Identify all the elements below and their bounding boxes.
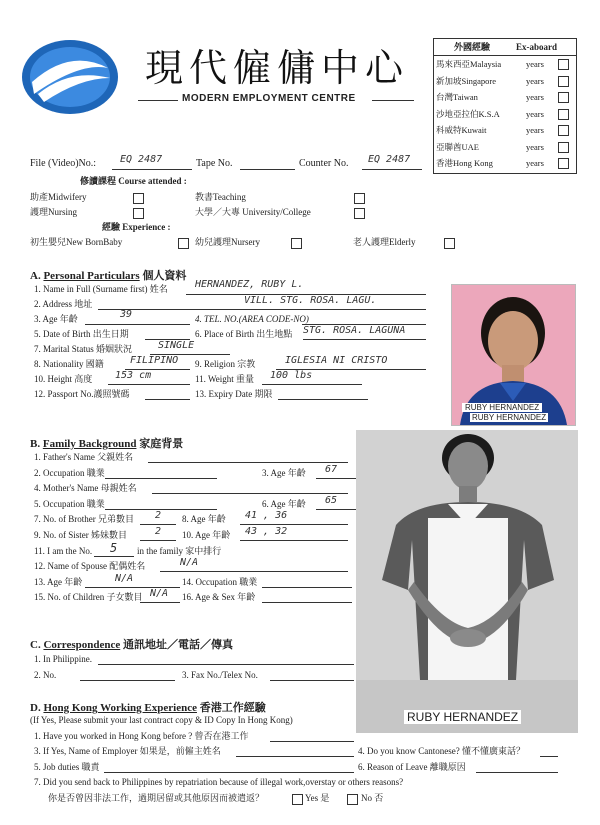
fullbody-caption: RUBY HERNANDEZ <box>404 710 521 724</box>
a-age-value: 39 <box>120 309 133 320</box>
repatriation-no-checkbox[interactable] <box>347 794 358 805</box>
exaboard-row <box>434 73 576 89</box>
a-height-label: 10. Height 高度 <box>34 374 93 384</box>
portrait-caption: RUBY HERNANDEZ <box>462 403 542 412</box>
exaboard-country-label: 亞聯酋UAE <box>436 141 479 152</box>
b-spouse-age-label: 13. Age 年齡 <box>34 577 83 587</box>
exaboard-country-label: 新加坡Singapore <box>436 75 496 86</box>
c-philippine-label: 1. In Philippine. <box>34 654 92 664</box>
exaboard-checkbox[interactable] <box>558 158 569 169</box>
b-children-value: N/A <box>150 588 169 599</box>
b-children-agesex-label: 16. Age & Sex 年齡 <box>182 592 256 602</box>
experience-elderly: 老人護理Elderly <box>353 237 416 247</box>
a-tel-label: 4. TEL. NO.(AREA CODE-NO) <box>195 314 309 324</box>
exaboard-title-en: Ex-aboard <box>516 42 558 52</box>
repatriation-yes-checkbox[interactable] <box>292 794 303 805</box>
a-pob-label: 6. Place of Birth 出生地點 <box>195 329 293 339</box>
b-rank-value: 5 <box>110 541 118 555</box>
d-cantonese-label: 4. Do you know Cantonese? 懂不懂廣東話？ <box>358 746 525 756</box>
a-weight-label: 11. Weight 重量 <box>195 374 255 384</box>
b-spouse-value: N/A <box>180 557 199 568</box>
a-pob-value: STG. ROSA. LAGUNA <box>303 325 406 336</box>
repatriation-no-label: No 否 <box>361 793 384 803</box>
b-age-father-label: 3. Age 年齡 <box>262 468 306 478</box>
d-worked-hk-label: 1. Have you worked in Hong Kong before ? 曾否在港工作 <box>34 731 249 741</box>
a-name-value: HERNANDEZ, RUBY L. <box>195 279 304 290</box>
d-repatriation-label: 7. Did you send back to Philippines by repatriation because of illegal work,overstay or others reasons? <box>34 777 404 787</box>
a-name-label: 1. Name in Full (Surname first) 姓名 <box>34 284 168 294</box>
exaboard-row <box>434 122 576 138</box>
c-fax-label: 3. Fax No./Telex No. <box>182 670 258 680</box>
b-occupation-2-label: 5. Occupation 職業 <box>34 499 105 509</box>
b-brothers-value: 2 <box>155 510 162 521</box>
course-nursing: 護理Nursing <box>30 207 77 217</box>
b-age-father-value: 67 <box>325 464 338 475</box>
applicant-fullbody-photo <box>356 430 578 733</box>
newborn-checkbox[interactable] <box>178 238 189 249</box>
a-marital-value: SINGLE <box>158 340 195 351</box>
c-no-label: 2. No. <box>34 670 57 680</box>
a-weight-value: 100 lbs <box>270 370 313 381</box>
midwifery-checkbox[interactable] <box>133 193 144 204</box>
a-dob-label: 5. Date of Birth 出生日期 <box>34 329 129 339</box>
company-name-english: MODERN EMPLOYMENT CENTRE <box>182 93 356 104</box>
exaboard-country-label: 台灣Taiwan <box>436 92 478 102</box>
exaboard-years-label: years <box>526 108 544 119</box>
a-height-value: 153 cm <box>115 370 152 381</box>
exaboard-country-label: 科威特Kuwait <box>436 125 487 135</box>
a-age-label: 3. Age 年齡 <box>34 314 78 324</box>
b-spouse-occupation-label: 14. Occupation 職業 <box>182 577 258 587</box>
b-brothers-age-value: 41 , 36 <box>245 510 288 521</box>
file-no-label: File (Video)No.: <box>30 158 97 169</box>
exaboard-row <box>434 155 576 171</box>
nursery-checkbox[interactable] <box>291 238 302 249</box>
company-name-chinese: 現代僱傭中心 <box>145 46 410 90</box>
exaboard-years-label: years <box>526 158 544 168</box>
a-expiry-label: 13. Expiry Date 期限 <box>195 389 273 399</box>
b-occupation-1-label: 2. Occupation 職業 <box>34 468 105 478</box>
section-d-title: D. Hong Kong Working Experience 香港工作經驗 <box>30 702 266 714</box>
exaboard-checkbox[interactable] <box>558 76 569 87</box>
course-university: 大學／大專 University/College <box>195 207 311 217</box>
counter-no-value: EQ 2487 <box>368 154 411 165</box>
repatriation-yes-label: Yes 是 <box>305 793 330 803</box>
exaboard-row <box>434 89 576 105</box>
d-repatriation-cn: 你是否曾因非法工作，過期居留或其他原因而被遣返？ <box>48 793 265 803</box>
exaboard-years-label: years <box>526 141 544 152</box>
exaboard-checkbox[interactable] <box>558 92 569 103</box>
a-address-value: VILL. STG. ROSA. LAGU. <box>244 295 377 306</box>
experience-title: 經驗 Experience : <box>102 222 171 232</box>
section-b-title: B. Family Background 家庭背景 <box>30 438 184 450</box>
exaboard-years-label: years <box>526 125 544 135</box>
university-checkbox[interactable] <box>354 208 365 219</box>
a-address-label: 2. Address 地址 <box>34 299 93 309</box>
b-sisters-age-label: 10. Age 年齡 <box>182 530 231 540</box>
a-nationality-value: FILIPINO <box>130 355 179 366</box>
exaboard-checkbox[interactable] <box>558 142 569 153</box>
exaboard-box <box>433 38 577 174</box>
course-midwifery: 助產Midwifery <box>30 192 87 202</box>
b-mother-label: 4. Mother's Name 母親姓名 <box>34 483 137 493</box>
b-father-label: 1. Father's Name 父親姓名 <box>34 452 134 462</box>
exaboard-country-label: 馬來西亞Malaysia <box>436 59 502 69</box>
tape-no-label: Tape No. <box>196 158 233 169</box>
b-children-label: 15. No. of Children 子女數目 <box>34 592 143 602</box>
exaboard-country-label: 香港Hong Kong <box>436 158 493 168</box>
exaboard-years-label: years <box>526 75 544 86</box>
a-religion-label: 9. Religion 宗教 <box>195 359 256 369</box>
teaching-checkbox[interactable] <box>354 193 365 204</box>
applicant-portrait-photo <box>451 284 576 426</box>
exaboard-title-cn: 外國經驗 <box>454 42 491 52</box>
nursing-checkbox[interactable] <box>133 208 144 219</box>
experience-nursery: 幼兒護理Nursery <box>195 237 260 247</box>
course-title: 修讀課程 Course attended : <box>80 176 187 186</box>
exaboard-row <box>434 56 576 72</box>
a-religion-value: IGLESIA NI CRISTO <box>285 355 388 366</box>
company-logo <box>20 38 120 116</box>
exaboard-checkbox[interactable] <box>558 59 569 70</box>
b-age-mother-label: 6. Age 年齡 <box>262 499 306 509</box>
b-rank-suffix: in the family 家中排行 <box>137 546 222 556</box>
section-a-title: A. Personal Particulars 個人資料 <box>30 270 187 282</box>
b-brothers-label: 7. No. of Brother 兄弟數目 <box>34 514 134 524</box>
b-spouse-age-value: N/A <box>115 573 134 584</box>
b-sisters-label: 9. No. of Sister 姊妹數目 <box>34 530 127 540</box>
section-c-title: C. Correspondence 通訊地址／電話／傳真 <box>30 639 233 651</box>
d-reason-label: 6. Reason of Leave 離職原因 <box>358 762 466 772</box>
d-employer-label: 3. If Yes, Name of Employer 如果是，前僱主姓名 <box>34 746 221 756</box>
b-sisters-age-value: 43 , 32 <box>245 526 288 537</box>
b-spouse-label: 12. Name of Spouse 配偶姓名 <box>34 561 146 571</box>
exaboard-years-label: years <box>526 92 544 102</box>
experience-newborn: 初生嬰兒New BornBaby <box>30 237 123 247</box>
course-teaching: 教書Teaching <box>195 192 246 202</box>
b-rank-label: 11. I am the No. <box>34 546 93 556</box>
counter-no-label: Counter No. <box>299 158 349 169</box>
exaboard-row <box>434 139 576 155</box>
exaboard-checkbox[interactable] <box>558 109 569 120</box>
a-passport-label: 12. Passport No.護照號碼 <box>34 389 130 399</box>
exaboard-years-label: years <box>526 59 544 69</box>
file-no-value: EQ 2487 <box>120 154 163 165</box>
elderly-checkbox[interactable] <box>444 238 455 249</box>
a-marital-label: 7. Marital Status 婚姻狀況 <box>34 344 132 354</box>
exaboard-row <box>434 106 576 122</box>
b-brothers-age-label: 8. Age 年齡 <box>182 514 226 524</box>
d-duties-label: 5. Job duties 職責 <box>34 762 100 772</box>
a-nationality-label: 8. Nationality 國籍 <box>34 359 104 369</box>
exaboard-country-label: 沙地亞拉伯K.S.A <box>436 108 500 119</box>
d-note: (If Yes, Please submit your last contract copy & ID Copy In Hong Kong) <box>30 715 293 725</box>
exaboard-checkbox[interactable] <box>558 125 569 136</box>
b-age-mother-value: 65 <box>325 495 338 506</box>
b-sisters-value: 2 <box>155 526 162 537</box>
portrait-caption-below: RUBY HERNANDEZ <box>472 413 547 422</box>
